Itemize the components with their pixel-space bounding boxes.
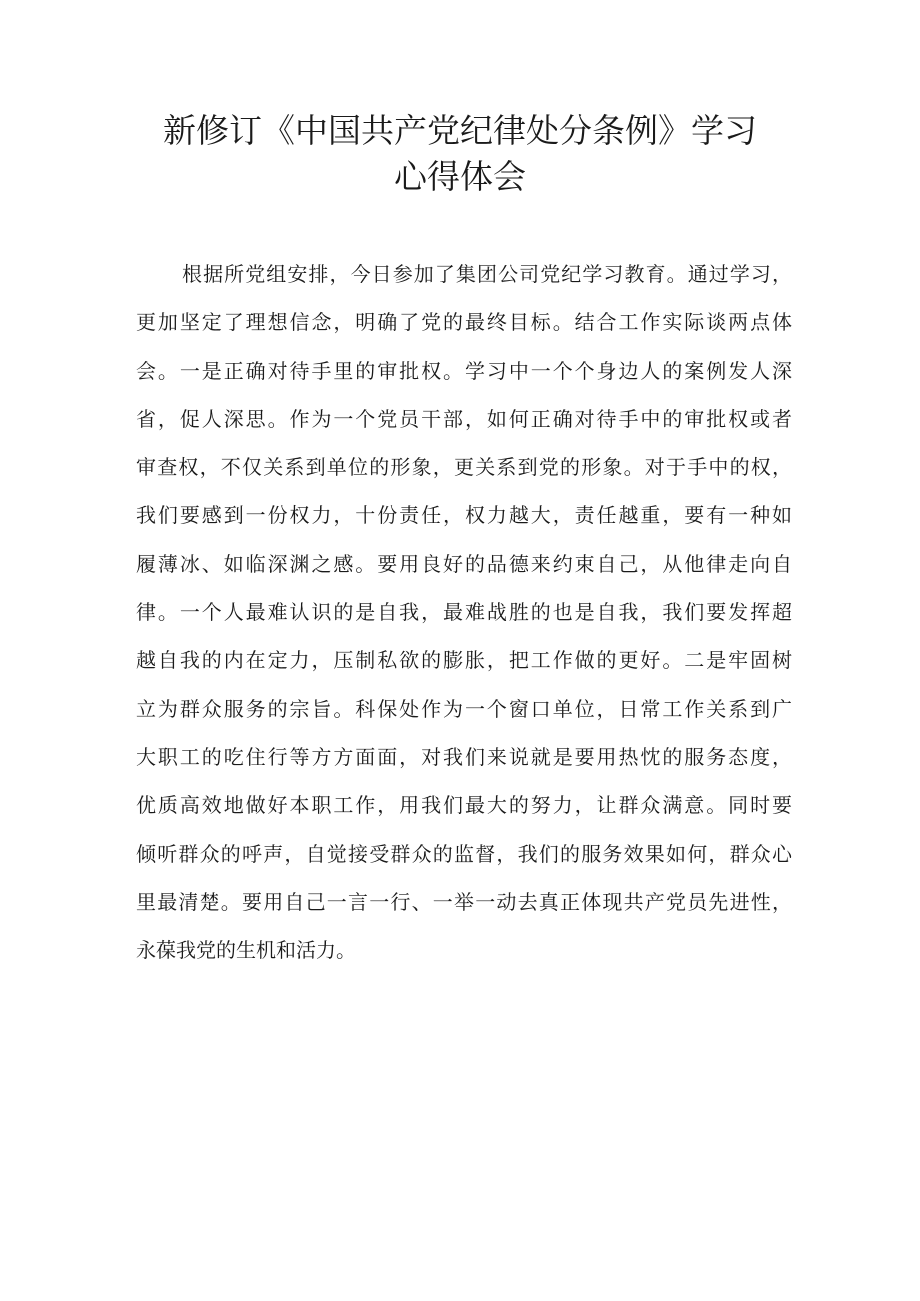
paragraph-line: 我们要感到一份权力，十份责任，权力越大，责任越重，要有一种如 (136, 503, 792, 528)
paragraph-line: 会。一是正确对待手里的审批权。学习中一个个身边人的案例发人深 (136, 358, 792, 383)
paragraph-line: 立为群众服务的宗旨。科保处作为一个窗口单位，日常工作关系到广 (136, 696, 792, 721)
paragraph-line: 审查权，不仅关系到单位的形象，更关系到党的形象。对于手中的权， (136, 455, 792, 480)
paragraph-line: 更加坚定了理想信念，明确了党的最终目标。结合工作实际谈两点体 (136, 310, 792, 335)
title-line-1: 新修订《中国共产党纪律处分条例》学习 (163, 111, 757, 150)
paragraph-line: 省，促人深思。作为一个党员干部，如何正确对待手中的审批权或者 (136, 406, 792, 431)
paragraph-line: 里最清楚。要用自己一言一行、一举一动去真正体现共产党员先进性， (136, 889, 792, 914)
title-line-2: 心得体会 (394, 157, 526, 196)
paragraph-line: 优质高效地做好本职工作，用我们最大的努力，让群众满意。同时要 (136, 793, 792, 818)
paragraph-line: 律。一个人最难认识的是自我，最难战胜的也是自我，我们要发挥超 (136, 600, 792, 625)
paragraph-line: 永葆我党的生机和活力。 (136, 938, 356, 963)
paragraph-line: 根据所党组安排，今日参加了集团公司党纪学习教育。通过学习， (182, 262, 792, 286)
paragraph-line: 越自我的内在定力，压制私欲的膨胀，把工作做的更好。二是牢固树 (136, 648, 792, 673)
paragraph-line: 大职工的吃住行等方方面面，对我们来说就是要用热忱的服务态度， (136, 744, 792, 769)
page-title (120, 108, 800, 200)
body-paragraph (136, 250, 792, 974)
paragraph-line: 倾听群众的呼声，自觉接受群众的监督，我们的服务效果如何，群众心 (136, 841, 792, 866)
paragraph-line: 履薄冰、如临深渊之感。要用良好的品德来约束自己，从他律走向自 (136, 551, 792, 576)
